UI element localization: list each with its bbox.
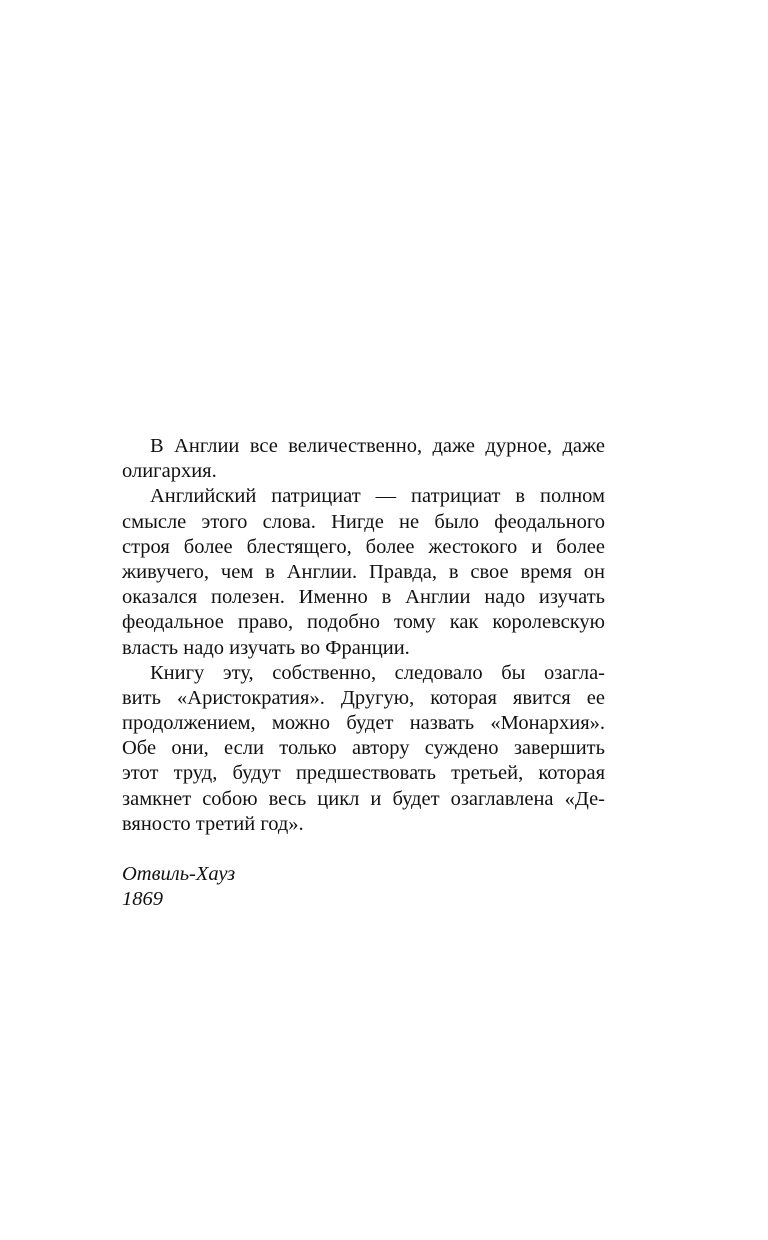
paragraph-2-line: власть надо изучать во Франции. <box>122 636 410 659</box>
paragraph-2-line: строя более блестящего, более жестокого и более <box>122 535 605 558</box>
paragraph-3-line: Книгу эту, собственно, следовало бы озагла- <box>150 661 605 684</box>
paragraph-3-line: вяносто третий год». <box>122 812 304 835</box>
paragraph-3-line: этот труд, будут предшествовать третьей, которая <box>122 762 605 785</box>
signature-place: Отвиль-Хауз <box>122 863 236 885</box>
signature-block <box>122 862 235 912</box>
paragraph-2-line: Английский патрициат — патрициат в полном <box>150 485 605 508</box>
paragraph-3-line: Обе они, если только автору суждено завершить <box>122 737 605 760</box>
paragraph-2-line: оказался полезен. Именно в Англии надо изучать <box>122 586 605 609</box>
paragraph-2-line: смысле этого слова. Нигде не было феодального <box>122 510 605 533</box>
paragraph-3-line: замкнет собою весь цикл и будет озаглавлена «Де- <box>122 787 605 810</box>
paragraph-3-line: вить «Аристократия». Другую, которая явится ее <box>122 686 605 709</box>
paragraph-2-line: феодальное право, подобно тому как королевскую <box>122 611 605 634</box>
paragraph-1-line: В Англии все величественно, даже дурное, даже <box>150 435 605 457</box>
preface-text <box>122 434 605 837</box>
paragraph-2-line: живучего, чем в Англии. Правда, в свое время он <box>122 560 605 583</box>
signature-year: 1869 <box>122 888 163 911</box>
paragraph-1-line: олигархия. <box>122 460 217 483</box>
paragraph-3-line: продолжением, можно будет назвать «Монархия». <box>122 712 605 735</box>
